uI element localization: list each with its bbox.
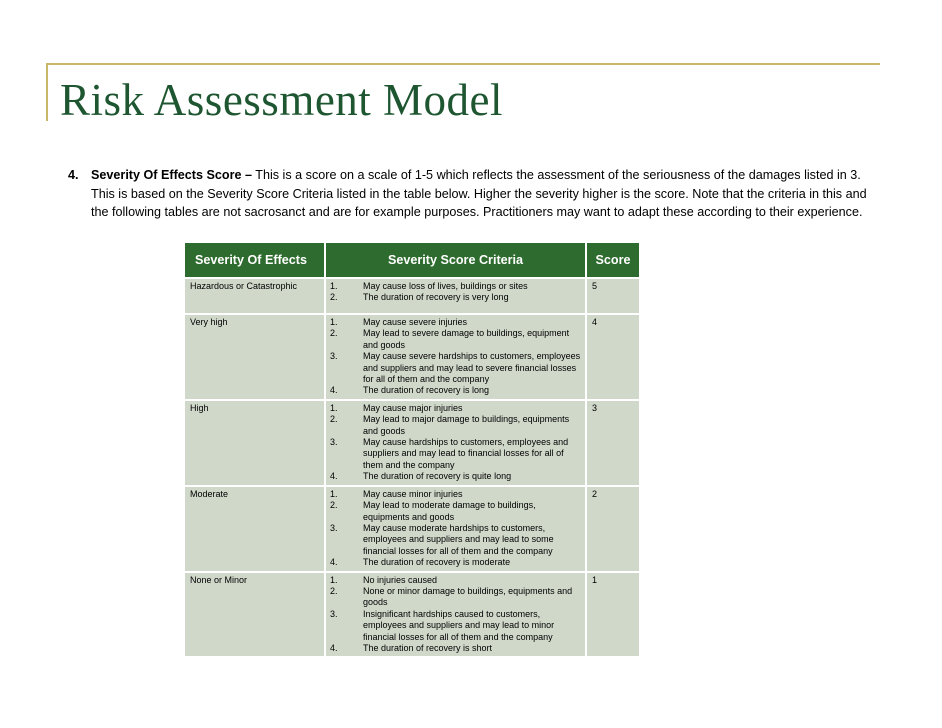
top-rule: [46, 63, 880, 65]
score-cell: 2: [586, 486, 640, 572]
criteria-cell: [325, 314, 586, 400]
criteria-list: [330, 317, 581, 397]
criteria-item: 3. Insignificant hardships caused to customers, employees and suppliers and may lead to minor financial losses for all of them and the company: [330, 608, 555, 642]
criteria-item: 1. May cause major injuries: [330, 402, 463, 413]
table-row: [184, 278, 640, 314]
criteria-list: [330, 281, 581, 304]
effect-cell: None or Minor: [184, 572, 325, 658]
criteria-cell: [325, 400, 586, 486]
criteria-item: 4. The duration of recovery is long: [330, 385, 490, 396]
criteria-item: 4. The duration of recovery is short: [330, 642, 493, 653]
header-score: Score: [586, 242, 640, 278]
criteria-item: 4. The duration of recovery is quite long: [330, 471, 512, 482]
paragraph-lead: Severity Of Effects Score –: [91, 168, 252, 182]
criteria-item: 1. May cause loss of lives, buildings or sites: [330, 281, 528, 291]
effect-cell: High: [184, 400, 325, 486]
table-header-row: [184, 242, 640, 278]
severity-table: [183, 241, 641, 658]
effect-cell: Hazardous or Catastrophic: [184, 278, 325, 314]
left-rule: [46, 63, 48, 121]
criteria-item: 2. The duration of recovery is very long: [330, 292, 509, 303]
header-severity-of-effects: Severity Of Effects: [184, 242, 325, 278]
criteria-list: [330, 575, 581, 655]
criteria-cell: [325, 572, 586, 658]
criteria-cell: [325, 486, 586, 572]
criteria-item: 3. May cause hardships to customers, employees and suppliers and may lead to financial losses for all of them and the company: [330, 437, 569, 470]
table-row: [184, 400, 640, 486]
paragraph-text: This is a score on a scale of 1-5 which reflects the assessment of the seriousness of the damages listed in 3. This is based on the Severity Score Criteria listed in the table below. Higher the severity higher is the score. Note that the criteria in this and the following tables are not sacrosanct and are for example purposes. Practitioners may want to adapt these according to their experience.: [91, 168, 867, 219]
criteria-cell: [325, 278, 586, 314]
score-cell: 4: [586, 314, 640, 400]
criteria-item: 2. May lead to major damage to buildings, equipments and goods: [330, 414, 570, 436]
score-cell: 3: [586, 400, 640, 486]
paragraph-number: 4.: [68, 168, 79, 182]
criteria-item: 2. May lead to severe damage to buildings, equipment and goods: [330, 328, 570, 350]
header-severity-score-criteria: Severity Score Criteria: [325, 242, 586, 278]
table-row: [184, 314, 640, 400]
criteria-item: 3. May cause severe hardships to customers, employees and suppliers and may lead to severe financial losses for all of them and the company: [330, 351, 581, 385]
paragraph-body: [91, 166, 868, 222]
criteria-item: 2. None or minor damage to buildings, equipments and goods: [330, 585, 573, 608]
criteria-list: [330, 403, 581, 483]
description-paragraph: [68, 166, 868, 222]
criteria-list: [330, 489, 581, 569]
slide-title: Risk Assessment Model: [60, 75, 504, 125]
criteria-item: 4. The duration of recovery is moderate: [330, 557, 511, 568]
criteria-item: 1. No injuries caused: [330, 574, 438, 585]
table-row: [184, 572, 640, 658]
score-cell: 5: [586, 278, 640, 314]
table-row: [184, 486, 640, 572]
score-cell: 1: [586, 572, 640, 658]
effect-cell: Moderate: [184, 486, 325, 572]
effect-cell: Very high: [184, 314, 325, 400]
criteria-item: 1. May cause minor injuries: [330, 488, 463, 499]
criteria-item: 1. May cause severe injuries: [330, 317, 468, 327]
criteria-item: 3. May cause moderate hardships to customers, employees and suppliers and may lead to some financial losses for all of them and the company: [330, 522, 554, 556]
criteria-item: 2. May lead to moderate damage to buildings, equipments and goods: [330, 500, 536, 522]
